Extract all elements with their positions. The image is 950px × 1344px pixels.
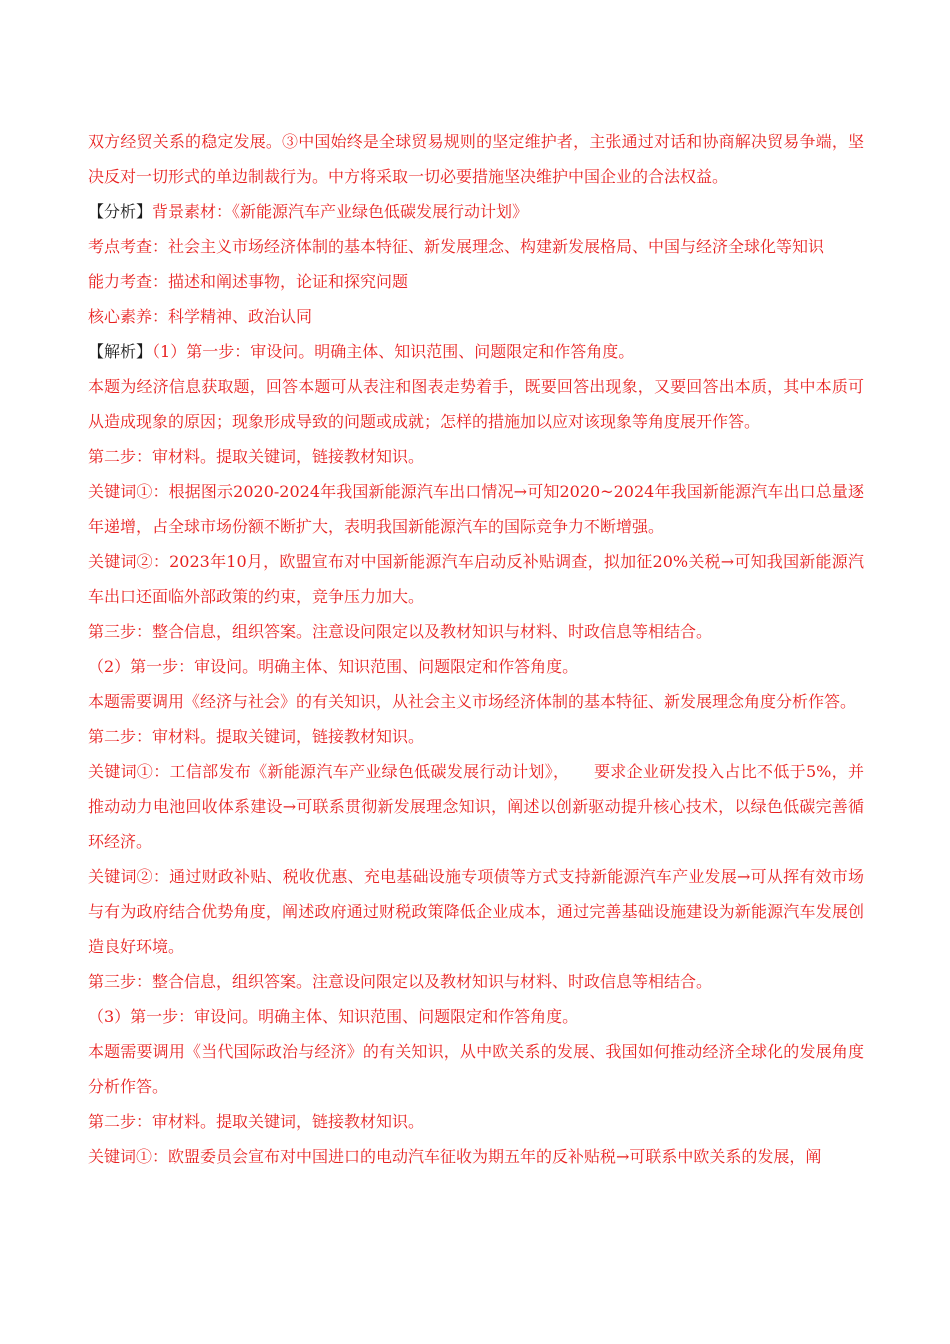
paragraph-text: 能力考查：描述和阐述事物，论证和探究问题: [88, 272, 409, 291]
paragraph: [88, 964, 864, 999]
paragraph-text: 关键词①：工信部发布《新能源汽车产业绿色低碳发展行动计划》， 要求企业研发投入占比不低于5%，并推动动力电池回收体系建设→可联系贯彻新发展理念知识，阐述以创新驱动提升核心技术，以绿色低碳完善循环经济。: [88, 762, 864, 851]
paragraph-text: 第二步：审材料。提取关键词，链接教材知识。: [88, 447, 425, 466]
paragraph-text: （3）第一步：审设问。明确主体、知识范围、问题限定和作答角度。: [88, 1007, 579, 1026]
paragraph-text: 关键词②：通过财政补贴、税收优惠、充电基础设施专项债等方式支持新能源汽车产业发展→可从挥有效市场与有为政府结合优势角度，阐述政府通过财税政策降低企业成本，通过完善基础设施建设为新能源汽车发展创造良好环境。: [88, 867, 864, 956]
explanation-label: 【解析】: [88, 342, 153, 361]
paragraph-text: 本题为经济信息获取题，回答本题可从表注和图表走势着手，既要回答出现象，又要回答出本质，其中本质可从造成现象的原因；现象形成导致的问题或成就；怎样的措施加以应对该现象等角度展开作答。: [88, 377, 864, 431]
paragraph-text: 本题需要调用《经济与社会》的有关知识，从社会主义市场经济体制的基本特征、新发展理念角度分析作答。: [88, 692, 857, 711]
ability-points: [88, 264, 864, 299]
paragraph-text: 双方经贸关系的稳定发展。③中国始终是全球贸易规则的坚定维护者，主张通过对话和协商解决贸易争端，坚决反对一切形式的单边制裁行为。中方将采取一切必要措施坚决维护中国企业的合法权益。: [88, 132, 864, 186]
paragraph-text: 本题需要调用《当代国际政治与经济》的有关知识，从中欧关系的发展、我国如何推动经济全球化的发展角度分析作答。: [88, 1042, 864, 1096]
paragraph: [88, 649, 864, 684]
paragraph: [88, 754, 864, 859]
paragraph: [88, 859, 864, 964]
paragraph-text: 第二步：审材料。提取关键词，链接教材知识。: [88, 727, 425, 746]
paragraph: [88, 439, 864, 474]
paragraph-text: （2）第一步：审设问。明确主体、知识范围、问题限定和作答角度。: [88, 657, 579, 676]
document-body: [88, 124, 864, 1174]
knowledge-points: [88, 229, 864, 264]
paragraph: [88, 719, 864, 754]
core-literacy: [88, 299, 864, 334]
paragraph: [88, 369, 864, 439]
paragraph-text: 第三步：整合信息，组织答案。注意设问限定以及教材知识与材料、时政信息等相结合。: [88, 972, 713, 991]
explanation-heading: [88, 334, 864, 369]
paragraph: [88, 1034, 864, 1104]
paragraph-text: 第二步：审材料。提取关键词，链接教材知识。: [88, 1112, 425, 1131]
paragraph-continuation: [88, 124, 864, 194]
analysis-label: 【分析】: [88, 202, 153, 221]
paragraph-text: 核心素养：科学精神、政治认同: [88, 307, 313, 326]
paragraph: [88, 1104, 864, 1139]
paragraph: [88, 684, 864, 719]
paragraph: [88, 999, 864, 1034]
paragraph-text: 考点考查：社会主义市场经济体制的基本特征、新发展理念、构建新发展格局、中国与经济全球化等知识: [88, 237, 825, 256]
paragraph: [88, 614, 864, 649]
paragraph: [88, 1139, 864, 1174]
paragraph: [88, 474, 864, 544]
paragraph-text: 关键词①：欧盟委员会宣布对中国进口的电动汽车征收为期五年的反补贴税→可联系中欧关系的发展，阐: [88, 1147, 822, 1166]
analysis-heading: [88, 194, 864, 229]
paragraph-text: 第三步：整合信息，组织答案。注意设问限定以及教材知识与材料、时政信息等相结合。: [88, 622, 713, 641]
explanation-text: （1）第一步：审设问。明确主体、知识范围、问题限定和作答角度。: [152, 342, 635, 361]
paragraph-text: 关键词②：2023年10月，欧盟宣布对中国新能源汽车启动反补贴调查，拟加征20%关税→可知我国新能源汽车出口还面临外部政策的约束，竞争压力加大。: [88, 552, 864, 606]
paragraph: [88, 544, 864, 614]
analysis-text: 背景素材：《新能源汽车产业绿色低碳发展行动计划》: [152, 202, 529, 221]
paragraph-text: 关键词①：根据图示2020-2024年我国新能源汽车出口情况→可知2020~2024年我国新能源汽车出口总量逐年递增，占全球市场份额不断扩大，表明我国新能源汽车的国际竞争力不断增强。: [88, 482, 864, 536]
